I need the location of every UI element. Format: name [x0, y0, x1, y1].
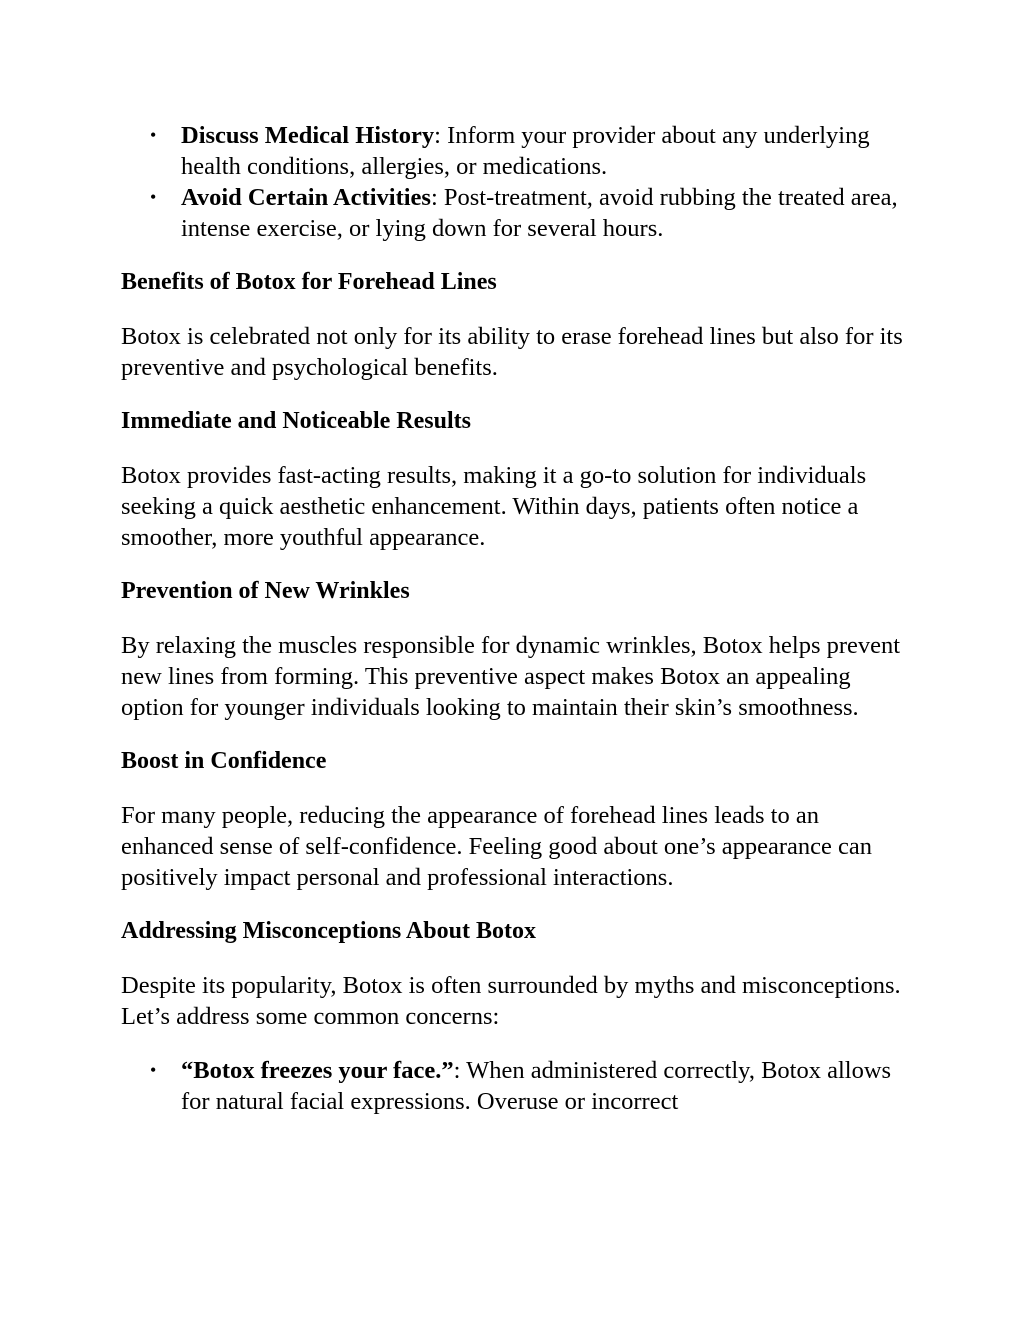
- section-body-immediate-results: Botox provides fast-acting results, making it a go-to solution for individuals seeking a quick aesthetic enhancement. Within days, patients often notice a smoother, more youthful appearance.: [121, 462, 867, 551]
- document-page: [121, 120, 911, 1117]
- list-item: [121, 120, 911, 182]
- list-item-text: : Inform your provider about any underlying health conditions, allergies, or medications.: [181, 122, 870, 180]
- myth-list: [121, 1055, 911, 1117]
- precaution-list: [121, 120, 911, 244]
- section-body-benefits: Botox is celebrated not only for its ability to erase forehead lines but also for its preventive and psychological benefits.: [121, 323, 903, 381]
- bullet-icon: •: [150, 125, 157, 145]
- section-body-confidence: For many people, reducing the appearance of forehead lines leads to an enhanced sense of self-confidence. Feeling good about one’s appearance can positively impact personal and professional interactions.: [121, 802, 873, 891]
- list-item: [121, 1055, 911, 1117]
- list-item-term: “Botox freezes your face.”: [181, 1057, 454, 1084]
- list-item-term: Discuss Medical History: [181, 122, 435, 149]
- section-heading-misconceptions: Addressing Misconceptions About Botox: [121, 918, 536, 944]
- list-item: [121, 182, 911, 244]
- section-body-misconceptions: Despite its popularity, Botox is often surrounded by myths and misconceptions. Let’s address some common concerns:: [121, 972, 901, 1030]
- section-body-prevention: By relaxing the muscles responsible for dynamic wrinkles, Botox helps prevent new lines from forming. This preventive aspect makes Botox an appealing option for younger individuals looking to maintain their skin’s smoothness.: [121, 632, 901, 721]
- section-heading-benefits: Benefits of Botox for Forehead Lines: [121, 269, 497, 295]
- section-heading-confidence: Boost in Confidence: [121, 748, 327, 774]
- section-heading-immediate-results: Immediate and Noticeable Results: [121, 408, 471, 434]
- list-item-text: : When administered correctly, Botox allows for natural facial expressions. Overuse or incorrect: [181, 1057, 892, 1115]
- bullet-icon: •: [150, 1060, 157, 1080]
- list-item-term: Avoid Certain Activities: [181, 184, 431, 211]
- bullet-icon: •: [150, 187, 157, 207]
- section-heading-prevention: Prevention of New Wrinkles: [121, 578, 410, 604]
- list-item-text: : Post-treatment, avoid rubbing the treated area, intense exercise, or lying down for several hours.: [181, 184, 898, 242]
